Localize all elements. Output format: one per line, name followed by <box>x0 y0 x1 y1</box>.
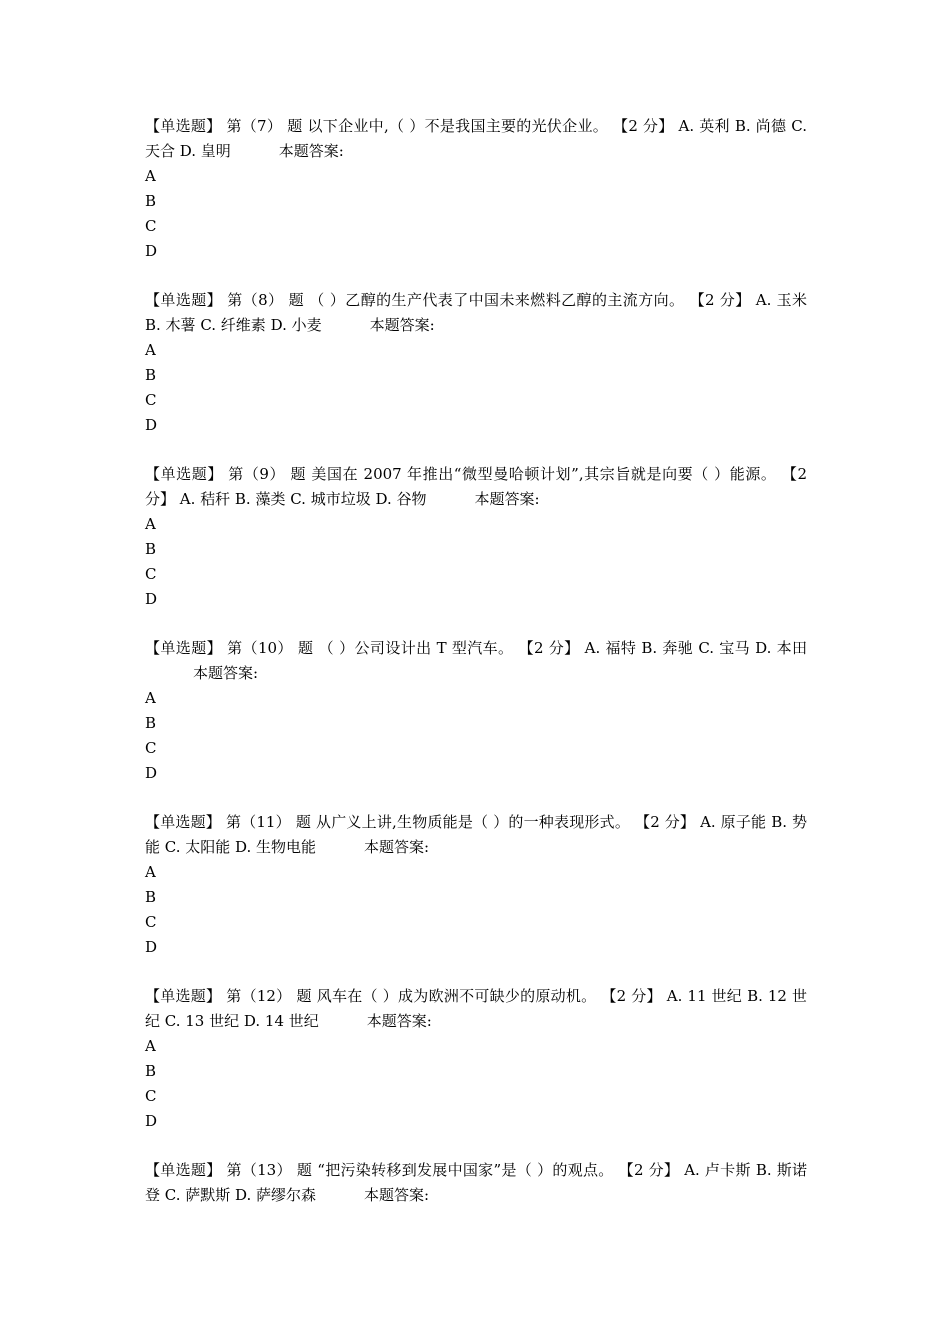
question-stem: 【单选题】 第（8） 题 （ ）乙醇的生产代表了中国未来燃料乙醇的主流方向。 【2 分】 A. 玉米 B. 木薯 C. 纤维素 D. 小麦 <box>145 291 807 334</box>
answer-label: 本题答案: <box>193 664 259 682</box>
option-item[interactable]: B <box>145 714 157 732</box>
answer-label: 本题答案: <box>364 1186 430 1204</box>
question-text <box>145 288 807 338</box>
answer-label: 本题答案: <box>278 142 344 160</box>
option-list <box>145 338 807 438</box>
option-item[interactable]: D <box>145 1112 158 1130</box>
option-item[interactable]: D <box>145 764 158 782</box>
question-block <box>145 810 807 960</box>
option-list <box>145 164 807 264</box>
option-item[interactable]: D <box>145 242 158 260</box>
option-item[interactable]: B <box>145 540 157 558</box>
option-list <box>145 860 807 960</box>
option-item[interactable]: C <box>145 739 157 757</box>
question-block <box>145 288 807 438</box>
option-item[interactable]: A <box>145 341 156 359</box>
question-stem: 【单选题】 第（12） 题 风车在（ ）成为欧洲不可缺少的原动机。 【2 分】 A. 11 世纪 B. 12 世纪 C. 13 世纪 D. 14 世纪 <box>145 987 807 1030</box>
question-block <box>145 462 807 612</box>
option-item[interactable]: B <box>145 888 157 906</box>
question-stem: 【单选题】 第（7） 题 以下企业中,（ ）不是我国主要的光伏企业。 【2 分】 A. 英利 B. 尚德 C. 天合 D. 皇明 <box>145 117 807 160</box>
option-item[interactable]: B <box>145 366 157 384</box>
question-block <box>145 114 807 264</box>
option-item[interactable]: C <box>145 565 157 583</box>
option-item[interactable]: C <box>145 217 157 235</box>
question-stem: 【单选题】 第（11） 题 从广义上讲,生物质能是（ ）的一种表现形式。 【2 分】 A. 原子能 B. 势能 C. 太阳能 D. 生物电能 <box>145 813 807 856</box>
option-item[interactable]: B <box>145 192 157 210</box>
option-item[interactable]: A <box>145 1037 156 1055</box>
option-item[interactable]: D <box>145 938 158 956</box>
option-item[interactable]: C <box>145 913 157 931</box>
question-stem: 【单选题】 第（13） 题 “把污染转移到发展中国家”是（ ）的观点。 【2 分】 A. 卢卡斯 B. 斯诺登 C. 萨默斯 D. 萨缪尔森 <box>145 1161 807 1204</box>
option-item[interactable]: C <box>145 1087 157 1105</box>
question-text <box>145 810 807 860</box>
question-block <box>145 984 807 1134</box>
option-list <box>145 512 807 612</box>
option-list <box>145 1034 807 1134</box>
question-text <box>145 984 807 1034</box>
answer-label: 本题答案: <box>366 1012 432 1030</box>
question-stem: 【单选题】 第（10） 题 （ ）公司设计出 T 型汽车。 【2 分】 A. 福特 B. 奔驰 C. 宝马 D. 本田 <box>145 639 807 657</box>
option-item[interactable]: A <box>145 167 156 185</box>
option-list <box>145 686 807 786</box>
answer-label: 本题答案: <box>364 838 430 856</box>
question-text <box>145 114 807 164</box>
option-item[interactable]: A <box>145 863 156 881</box>
question-block <box>145 1158 807 1208</box>
option-item[interactable]: B <box>145 1062 157 1080</box>
option-item[interactable]: A <box>145 689 156 707</box>
question-stem: 【单选题】 第（9） 题 美国在 2007 年推出“微型曼哈顿计划”,其宗旨就是向要（ ）能源。 【2 分】 A. 秸秆 B. 藻类 C. 城市垃圾 D. 谷物 <box>145 465 807 508</box>
question-list <box>145 114 807 1232</box>
question-text <box>145 462 807 512</box>
question-block <box>145 636 807 786</box>
question-text <box>145 1158 807 1208</box>
option-item[interactable]: D <box>145 416 158 434</box>
option-item[interactable]: D <box>145 590 158 608</box>
option-item[interactable]: C <box>145 391 157 409</box>
answer-label: 本题答案: <box>369 316 435 334</box>
question-text <box>145 636 807 686</box>
answer-label: 本题答案: <box>474 490 540 508</box>
option-item[interactable]: A <box>145 515 156 533</box>
